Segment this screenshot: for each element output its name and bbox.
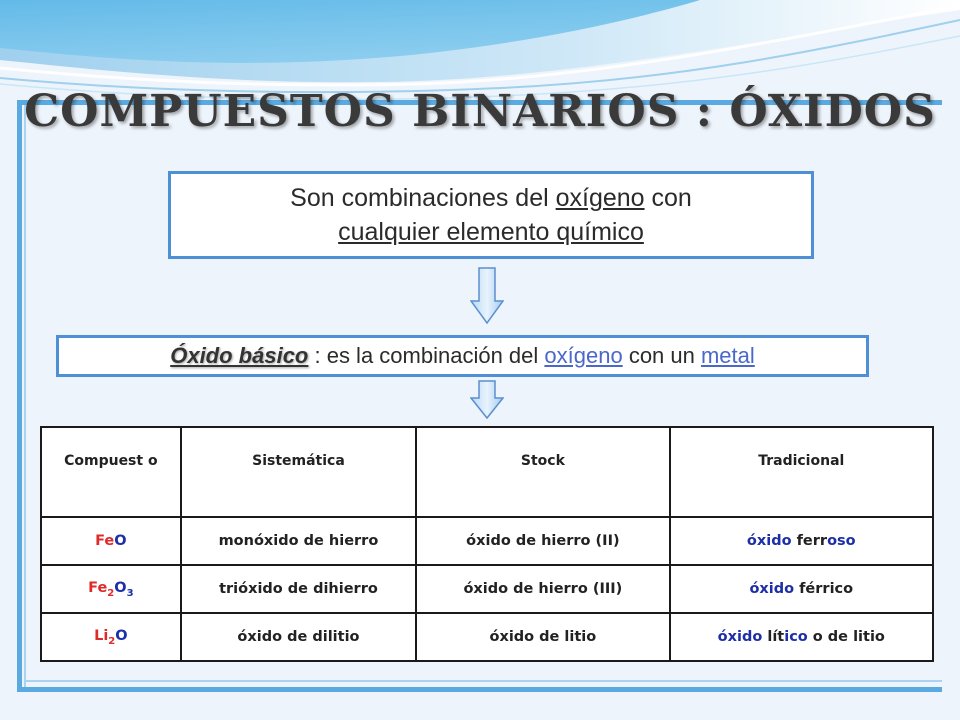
header-tradicional: Tradicional — [670, 427, 933, 517]
definition-box — [168, 171, 814, 259]
metal-link: metal — [700, 343, 755, 368]
table-header-row — [41, 427, 933, 517]
basic-oxide-box: Óxido básico : es la combinación del oxígeno con un metal — [56, 335, 869, 377]
stock-cell: óxido de hierro (III) — [416, 565, 669, 613]
oxides-table — [40, 426, 934, 662]
sistematica-cell: monóxido de hierro — [181, 517, 417, 565]
definition-line-1: Son combinaciones del oxígeno con — [290, 184, 692, 212]
tradicional-cell: óxido ferroso — [670, 517, 933, 565]
table-row — [41, 565, 933, 613]
table-row — [41, 517, 933, 565]
stock-cell: óxido de hierro (II) — [416, 517, 669, 565]
slide-title: COMPUESTOS BINARIOS : ÓXIDOS — [24, 86, 936, 137]
definition-line-2: cualquier elemento químico — [338, 218, 644, 246]
sistematica-cell: óxido de dilitio — [181, 613, 417, 661]
oxygen-term: oxígeno — [555, 184, 645, 212]
down-arrow-icon — [470, 380, 504, 420]
sistematica-cell: trióxido de dihierro — [181, 565, 417, 613]
down-arrow-icon — [470, 267, 504, 325]
formula-cell: $Li_2O$ — [41, 613, 181, 661]
formula-cell: FeO — [41, 517, 181, 565]
header-compuesto: Compuest o — [41, 427, 181, 517]
header-sistematica: Sistemática — [181, 427, 417, 517]
tradicional-cell: óxido férrico — [670, 565, 933, 613]
header-stock: Stock — [416, 427, 669, 517]
table-row — [41, 613, 933, 661]
basic-oxide-term: Óxido básico — [170, 343, 309, 368]
tradicional-cell: óxido lítico o de litio — [670, 613, 933, 661]
stock-cell: óxido de litio — [416, 613, 669, 661]
formula-cell: $Fe_2O_3$ — [41, 565, 181, 613]
oxygen-link: oxígeno — [544, 343, 623, 368]
